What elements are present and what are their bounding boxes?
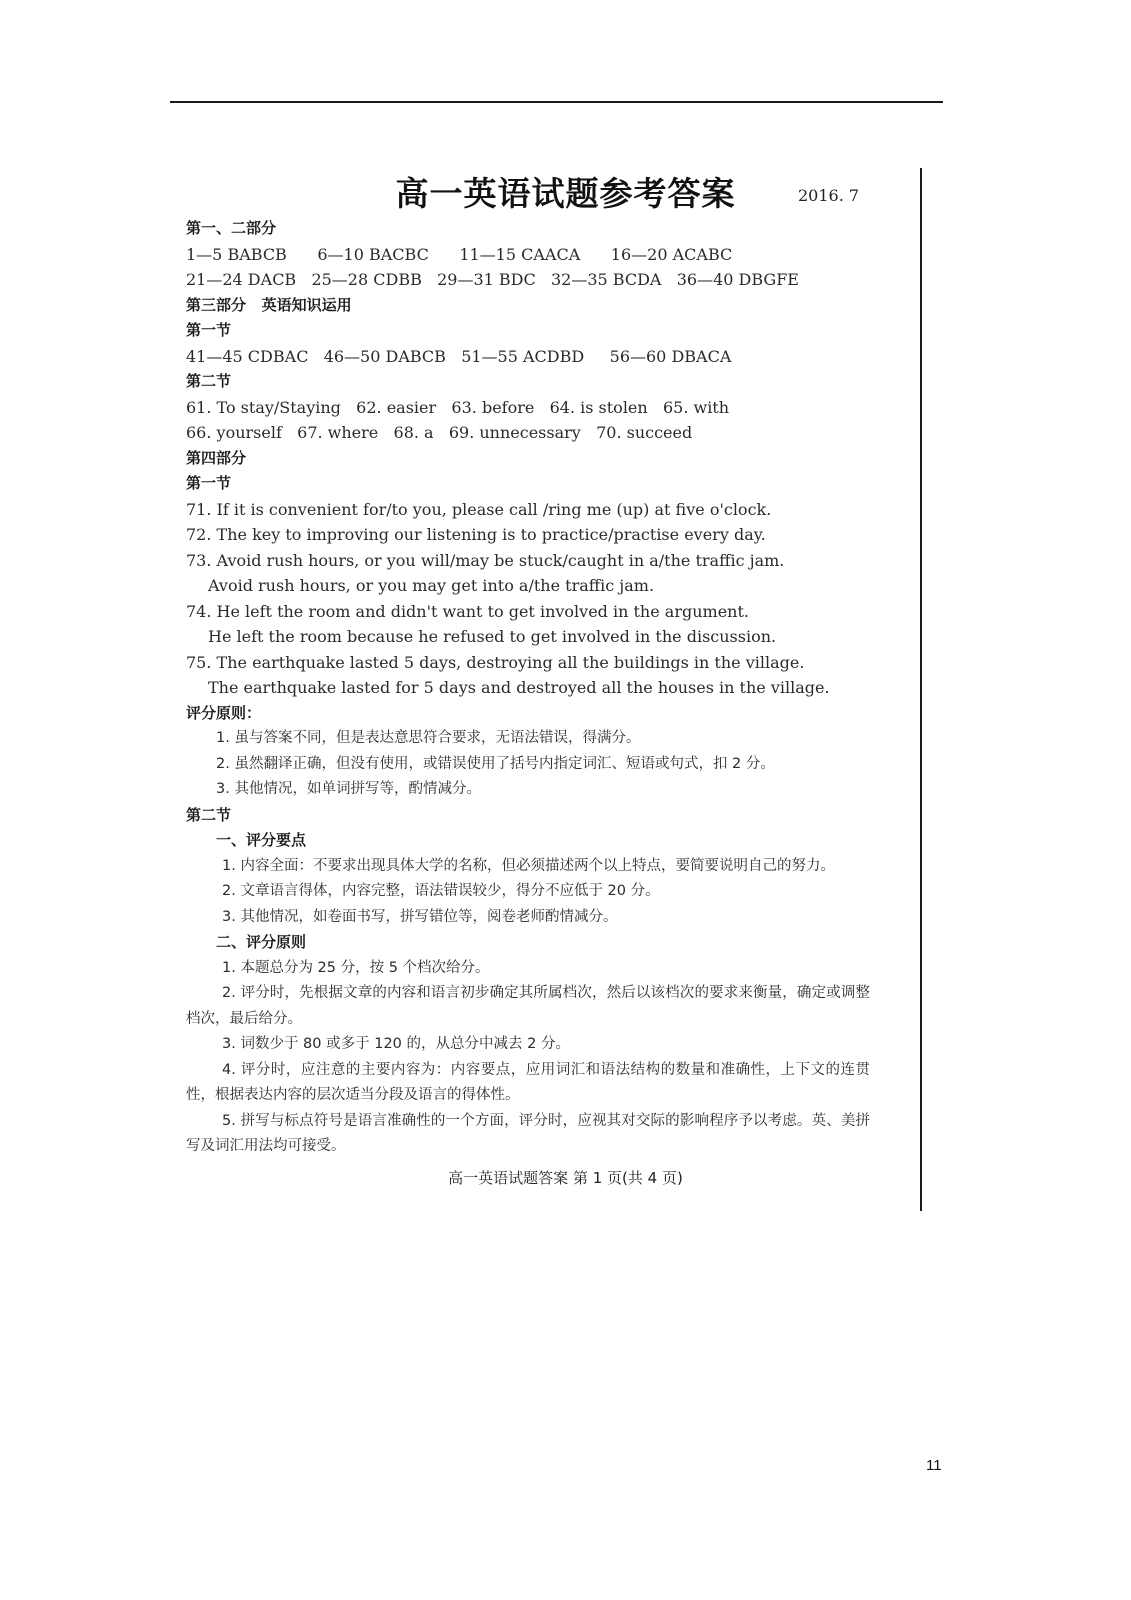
translation-71: 71. If it is convenient for/to you, please call /ring me (up) at five o'clock. [186,499,772,519]
right-border-rule [920,168,922,1211]
translation-73: 73. Avoid rush hours, or you will/may be stuck/caught in a/the traffic jam. [186,550,785,570]
scoring-points-heading: 一、评分要点 [216,831,307,849]
document-title: 高一英语试题参考答案 [395,174,736,213]
page-footer: 高一英语试题答案 第 1 页(共 4 页) [448,1169,683,1187]
answer-content [186,216,870,1160]
scoring-rule-3: 3. 其他情况，如单词拼写等，酌情减分。 [216,781,481,797]
translation-74: 74. He left the room and didn't want to get involved in the argument. [186,601,749,621]
subsection-heading-4-2: 第二节 [186,805,232,824]
translation-75: 75. The earthquake lasted 5 days, destroying all the buildings in the village. [186,652,805,672]
scoring-principle-5: 5. 拼写与标点符号是语言准确性的一个方面，评分时，应视其对交际的影响程序予以考虑。英、美拼写及词汇用法均可接受。 [186,1112,870,1154]
top-rule [170,101,943,103]
scoring-point-3: 3. 其他情况，如卷面书写，拼写错位等，阅卷老师酌情减分。 [222,908,618,925]
subsection-heading-3-1: 第一节 [186,321,232,339]
translation-75-alt: The earthquake lasted for 5 days and destroyed all the houses in the village. [208,678,830,697]
subsection-heading-3-2: 第二节 [186,372,232,390]
scoring-principles-heading: 二、评分原则 [216,933,307,951]
scoring-principle-1: 1. 本题总分为 25 分，按 5 个档次给分。 [222,959,490,976]
scoring-principle-3: 3. 词数少于 80 或多于 120 的，从总分中减去 2 分。 [222,1036,570,1052]
answers-row-21-40: 21—24 DACB 25—28 CDBB 29—31 BDC 32—35 BCDA 36—40 DBGFE [186,270,799,289]
answers-row-41-60: 41—45 CDBAC 46—50 DABCB 51—55 ACDBD 56—60 DBACA [186,346,732,366]
section-heading-parts-1-2: 第一、二部分 [186,219,277,237]
page-number: 11 [926,1457,942,1474]
scoring-principle-2: 2. 评分时，先根据文章的内容和语言初步确定其所属档次，然后以该档次的要求来衡量，确定或调整档次，最后给分。 [186,985,870,1027]
section-heading-part-4: 第四部分 [186,448,247,467]
document-date: 2016. 7 [798,186,860,205]
answers-row-1-20: 1—5 BABCB 6—10 BACBC 11—15 CAACA 16—20 ACABC [186,244,733,264]
translation-72: 72. The key to improving our listening is to practice/practise every day. [186,525,766,544]
section-heading-part-3: 第三部分 英语知识运用 [186,295,352,314]
scoring-principle-4: 4. 评分时，应注意的主要内容为：内容要点，应用词汇和语法结构的数量和准确性，上下文的连贯性，根据表达内容的层次适当分段及语言的得体性。 [186,1061,870,1103]
answers-row-61-65: 61. To stay/Staying 62. easier 63. before 64. is stolen 65. with [186,397,730,417]
answers-row-66-70: 66. yourself 67. where 68. a 69. unnecessary 70. succeed [186,423,693,442]
translation-74-alt: He left the room because he refused to get involved in the discussion. [208,627,777,646]
scoring-rule-1: 1. 虽与答案不同，但是表达意思符合要求，无语法错误，得满分。 [216,730,641,746]
subsection-heading-4-1: 第一节 [186,474,232,492]
scoring-point-1: 1. 内容全面：不要求出现具体大学的名称，但必须描述两个以上特点，要简要说明自己的努力。 [222,857,835,874]
translation-73-alt: Avoid rush hours, or you may get into a/the traffic jam. [208,576,655,595]
scoring-rule-2: 2. 虽然翻译正确，但没有使用，或错误使用了括号内指定词汇、短语或句式，扣 2 分。 [216,755,775,772]
scoring-point-2: 2. 文章语言得体，内容完整，语法错误较少，得分不应低于 20 分。 [222,883,660,899]
scoring-rules-heading: 评分原则： [186,703,262,722]
